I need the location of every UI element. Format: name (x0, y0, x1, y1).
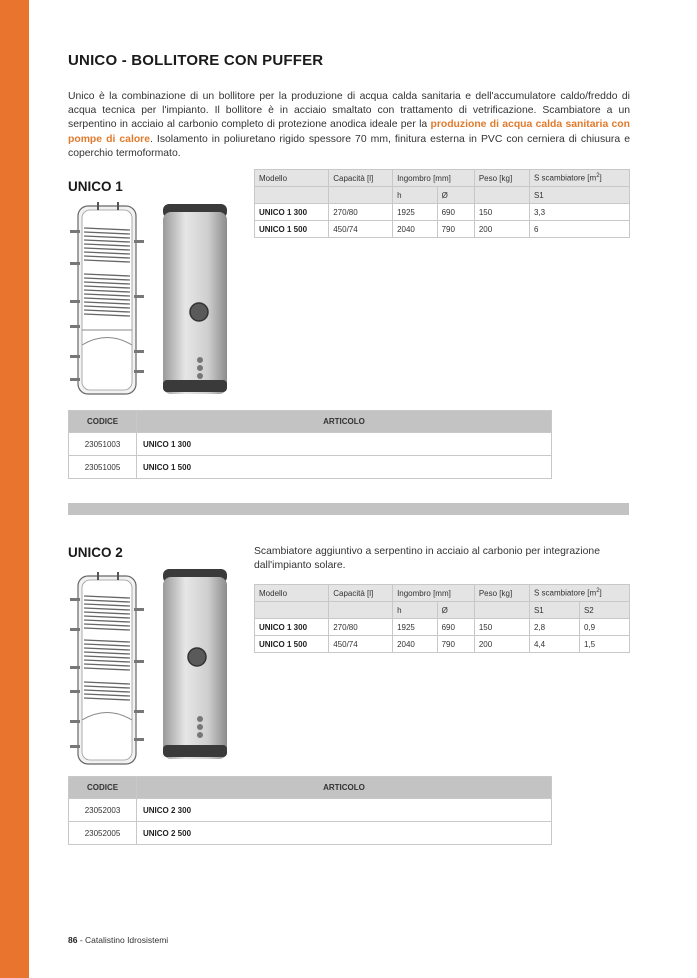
spec-subheader: Ø (437, 602, 474, 619)
unico1-cutaway-diagram (68, 200, 146, 400)
unico2-title: UNICO 2 (68, 545, 123, 560)
code-row (69, 433, 552, 456)
code-cell: 23052005 (69, 822, 137, 845)
intro-text-after: . Isolamento in poliuretano rigido spessore 70 mm, finitura esterna in PVC con cerniera di chiusura e coperchio termoformato. (68, 133, 630, 159)
unico2-spec-table (254, 584, 630, 653)
spec-cell: 2040 (393, 221, 438, 238)
spec-cell: 790 (437, 636, 474, 653)
intro-text-before: Unico è la combinazione di un bollitore per la produzione di acqua calda sanitaria e dell'accumulatore caldo/freddo di acqua tecnica per l'impianto. Il bollitore è in acciaio smaltato con trattamento di vetrificazione. Scambiatore a un serpentino in acciaio al carbonio completo di protezione anodica ideale per la (68, 91, 630, 131)
spec-cell: 1925 (393, 619, 438, 636)
spec-cell: UNICO 1 500 (255, 636, 329, 653)
orange-sidebar (0, 0, 29, 978)
spec-cell: 6 (529, 221, 629, 238)
spec-header: S scambiatore $[m^2]$ (529, 170, 629, 187)
unico1-tank-photo (160, 204, 230, 394)
unico2-code-table (68, 776, 552, 845)
section-divider (68, 503, 629, 515)
spec-subheader: Ø (437, 187, 474, 204)
spec-cell: 450/74 (329, 636, 393, 653)
spec-cell: 690 (437, 204, 474, 221)
spec-cell: 200 (474, 636, 529, 653)
unico2-description: Scambiatore aggiuntivo a serpentino in acciaio al carbonio per integrazione dall'impianto solare. (254, 546, 600, 571)
spec-header: Peso [kg] (474, 585, 529, 602)
spec-row (255, 636, 630, 653)
spec-cell: 450/74 (329, 221, 393, 238)
article-header: ARTICOLO (137, 777, 552, 799)
spec-row (255, 221, 630, 238)
article-cell: UNICO 2 300 (137, 799, 552, 822)
code-cell: 23052003 (69, 799, 137, 822)
spec-row (255, 204, 630, 221)
code-cell: 23051005 (69, 456, 137, 479)
spec-subheader: h (393, 187, 438, 204)
intro-highlight: produzione di acqua calda sanitaria con pompe di calore (68, 119, 630, 145)
page-number: 86 (68, 935, 78, 945)
page-footer (68, 935, 168, 945)
spec-header: Capacità [l] (329, 170, 393, 187)
spec-cell: 1,5 (579, 636, 629, 653)
spec-cell: 3,3 (529, 204, 629, 221)
spec-cell: 150 (474, 204, 529, 221)
spec-cell: 200 (474, 221, 529, 238)
spec-cell: 1925 (393, 204, 438, 221)
unico1-title: UNICO 1 (68, 179, 123, 194)
spec-subheader: S1 (529, 187, 629, 204)
spec-cell: UNICO 1 500 (255, 221, 329, 238)
spec-subheader: S2 (579, 602, 629, 619)
spec-header: Ingombro [mm] (393, 170, 475, 187)
spec-cell: UNICO 1 300 (255, 619, 329, 636)
footer-text: - Catalistino Idrosistemi (77, 935, 169, 945)
code-header: CODICE (69, 777, 137, 799)
spec-cell: 0,9 (579, 619, 629, 636)
spec-header: Modello (255, 170, 329, 187)
intro-paragraph (68, 90, 630, 161)
spec-cell: 690 (437, 619, 474, 636)
spec-cell: 2040 (393, 636, 438, 653)
spec-row (255, 619, 630, 636)
spec-header: Capacità [l] (329, 585, 393, 602)
spec-cell: 2,8 (529, 619, 579, 636)
code-cell: 23051003 (69, 433, 137, 456)
spec-subheader: S1 (529, 602, 579, 619)
article-cell: UNICO 1 500 (137, 456, 552, 479)
spec-cell: UNICO 1 300 (255, 204, 329, 221)
spec-header: Modello (255, 585, 329, 602)
page-title: UNICO - BOLLITORE CON PUFFER (68, 52, 324, 69)
article-cell: UNICO 2 500 (137, 822, 552, 845)
code-row (69, 456, 552, 479)
spec-cell: 270/80 (329, 204, 393, 221)
spec-subheader: h (393, 602, 438, 619)
article-cell: UNICO 1 300 (137, 433, 552, 456)
spec-cell: 4,4 (529, 636, 579, 653)
code-row (69, 822, 552, 845)
unico1-code-table (68, 410, 552, 479)
spec-cell: 270/80 (329, 619, 393, 636)
code-header: CODICE (69, 411, 137, 433)
spec-cell: 150 (474, 619, 529, 636)
code-row (69, 799, 552, 822)
spec-header: Ingombro [mm] (393, 585, 475, 602)
unico2-cutaway-diagram (68, 570, 146, 770)
spec-header: Peso [kg] (474, 170, 529, 187)
spec-cell: 790 (437, 221, 474, 238)
unico1-spec-table (254, 169, 630, 238)
unico2-tank-photo (160, 569, 230, 759)
spec-header: S scambiatore $[m^2]$ (529, 585, 629, 602)
article-header: ARTICOLO (137, 411, 552, 433)
